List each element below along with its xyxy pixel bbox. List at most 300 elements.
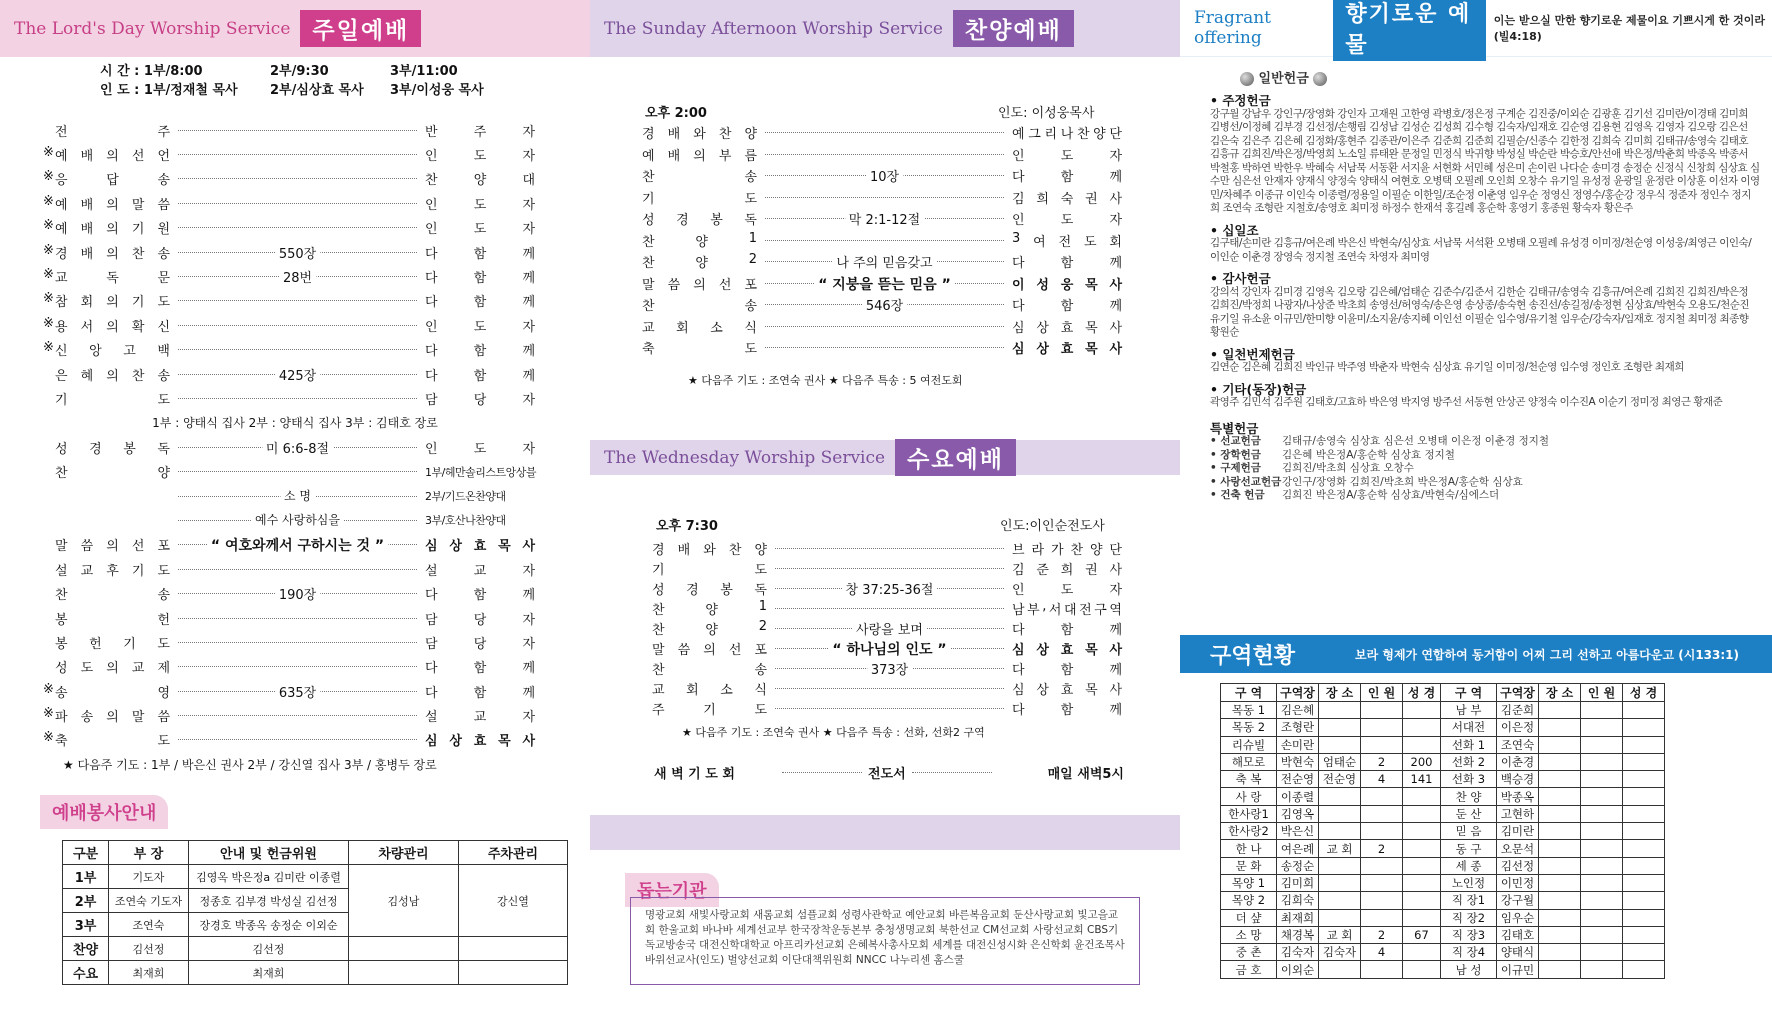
zone-cell	[1539, 719, 1581, 736]
special-offering-names: 강인구/장영화 김희진/박초희 박은정A/홍순학 심상효	[1282, 475, 1523, 488]
leader-dots	[765, 154, 1004, 155]
program-row	[642, 230, 1122, 252]
time-2: 2부/9:30	[270, 64, 329, 79]
item-name: 찬 양 1	[652, 598, 767, 618]
header-en: The Sunday Afternoon Worship Service	[604, 18, 943, 39]
zone-cell: 2	[1361, 753, 1403, 770]
dawn-prayer	[654, 763, 1124, 782]
zone-th: 구 역	[1221, 684, 1277, 702]
zone-cell: 믿 음	[1441, 823, 1497, 840]
cell: 기도자	[109, 865, 189, 889]
wednesday-service-header	[590, 440, 1180, 475]
zone-cell: 김태호	[1497, 926, 1539, 943]
program-row	[43, 167, 535, 191]
program-row	[652, 658, 1122, 678]
cell: 조연숙	[109, 913, 189, 937]
zone-header	[1180, 635, 1772, 673]
zone-cell	[1623, 823, 1665, 840]
zone-cell: 세 종	[1441, 857, 1497, 874]
zone-cell	[1403, 961, 1441, 978]
item-detail: “ 여호와께서 구하시는 것 ”	[207, 535, 388, 555]
zone-cell	[1539, 857, 1581, 874]
zone-th: 성 경	[1623, 684, 1665, 702]
item-leader: 다 함 께	[425, 271, 535, 287]
cell	[459, 961, 568, 985]
zone-cell	[1581, 857, 1623, 874]
program-row	[652, 618, 1122, 638]
zone-cell: 최재희	[1277, 909, 1319, 926]
program-row	[43, 289, 535, 313]
afternoon-service-column	[590, 0, 1180, 1011]
zone-cell	[1403, 892, 1441, 909]
zone-cell	[1361, 823, 1403, 840]
item-name: ※ 축 도	[43, 730, 170, 750]
leader-dots	[775, 548, 1004, 549]
item-name: 봉 헌 기 도	[55, 636, 170, 652]
zone-cell	[1539, 892, 1581, 909]
zone-cell: 교 회	[1319, 840, 1361, 857]
zone-cell: 더 샾	[1221, 909, 1277, 926]
zone-cell	[1623, 805, 1665, 822]
item-leader: 다 함 께	[1012, 170, 1122, 186]
offering-names: 김연순 김은혜 김희진 박인규 박주영 박춘자 박현숙 심상효 유기일 이미정/천순영 임수영 정인호 조형란 최재희	[1210, 361, 1684, 373]
zone-cell	[1539, 944, 1581, 961]
program-row	[55, 606, 535, 630]
zone-cell: 선화 1	[1441, 736, 1497, 753]
zone-th: 장 소	[1319, 684, 1361, 702]
item-detail: 미 6:6-8절	[262, 438, 333, 457]
zone-cell	[1581, 702, 1623, 719]
zone-cell	[1319, 909, 1361, 926]
item-name: 찬 양 2	[652, 618, 767, 638]
zone-cell	[1403, 736, 1441, 753]
header-ko: 수요예배	[895, 439, 1016, 476]
program-row	[652, 538, 1122, 558]
leader-dots	[178, 325, 417, 326]
leader-dots	[178, 178, 417, 179]
general-title: 일반헌금	[1258, 71, 1309, 87]
zone-cell	[1361, 909, 1403, 926]
zone-row	[1221, 944, 1665, 961]
leader-1: 인 도 : 1부/정재철 목사	[100, 83, 238, 98]
item-detail: 635장	[275, 682, 320, 701]
offering-names: 강의석 강인자 김미경 김영옥 김오랑 김은혜/엄태순 김준수/김준서 김한순 김태규/송영숙 김흥규/여은례 김희진 김희진/박은정 김희진/박정희 나광자/나상준 박초희 송영선/허영숙/송은영 송상종/송숙현 송진선/송길정/송정현 심상효/박현숙 오용도/천순진 유기일 유소윤 이규민/한미향 이윤미/소지윤/송지혜 이인선 이필순 임수영/유기철 임우순/강숙자/임재호 정지철 최미정 최종향 황원순	[1210, 285, 1749, 338]
zone-cell: 양태식	[1497, 944, 1539, 961]
th-parking: 주차관리	[459, 841, 568, 865]
zone-cell: 김미란	[1497, 823, 1539, 840]
leader-dots	[775, 608, 1004, 609]
program-row	[55, 533, 535, 557]
item-detail: 막 2:1-12절	[845, 209, 924, 228]
zone-cell: 동 구	[1441, 840, 1497, 857]
zone-cell	[1581, 926, 1623, 943]
special-offering-names: 김희진/박초희 심상효 오창수	[1282, 462, 1414, 474]
zone-cell: 임우순	[1497, 909, 1539, 926]
cell: 조연숙 기도자	[109, 889, 189, 913]
program-row	[55, 362, 535, 386]
program-row	[642, 122, 1122, 144]
zone-cell: 2	[1361, 926, 1403, 943]
item-name: 말 씀 의 선 포	[652, 642, 767, 658]
item-leader: 남 부 , 서 대 전 구 역	[1012, 598, 1122, 618]
zone-cell: 송정순	[1277, 857, 1319, 874]
item-leader: 다 함 께	[1012, 299, 1122, 315]
zone-row	[1221, 857, 1665, 874]
zone-cell	[1361, 702, 1403, 719]
wednesday-time: 오후 7:30	[656, 519, 718, 534]
zone-cell	[1539, 961, 1581, 978]
car-manager: 김성남	[349, 865, 459, 937]
leader-dots	[178, 715, 417, 716]
zone-cell: 김숙자	[1277, 944, 1319, 961]
offering-names: 김구태/손미란 김흥규/여은례 박은신 박현숙/심상효 서남묵 서석환 오병태 오필례 유성경 이미정/천순영 이성웅/최영근 이인숙/이인순 이춘경 장영숙 정지철 조연숙 차영자 최미영	[1210, 237, 1752, 263]
leader-dots	[178, 368, 417, 384]
zone-cell	[1623, 926, 1665, 943]
zone-cell	[1319, 892, 1361, 909]
zone-cell	[1361, 788, 1403, 805]
sunday-service-header	[0, 0, 590, 57]
zone-cell: 김미희	[1277, 874, 1319, 891]
leader-dots	[178, 588, 417, 604]
leader-dots	[765, 197, 1004, 198]
program-row	[55, 118, 535, 142]
item-detail: 나 주의 믿음갖고	[832, 252, 936, 271]
bullet-icon	[1313, 72, 1327, 86]
zone-cell	[1623, 944, 1665, 961]
item-detail: 사랑을 보며	[852, 619, 927, 638]
item-name: 전 주	[55, 124, 170, 140]
offering-verse: 이는 받으실 만한 향기로운 제물이요 기쁘시게 한 것이라 (빌4:18)	[1493, 14, 1765, 43]
program-row	[652, 678, 1122, 698]
zone-cell: 목양 2	[1221, 892, 1277, 909]
zone-cell	[1361, 892, 1403, 909]
zone-row	[1221, 892, 1665, 909]
item-leader: 다 함 께	[1012, 662, 1122, 678]
zone-cell: 둔 산	[1441, 805, 1497, 822]
cell: 최재희	[109, 961, 189, 985]
header-ko: 주일예배	[300, 10, 421, 47]
item-leader: 심 상 효 목 사	[425, 539, 535, 555]
zone-cell	[1539, 926, 1581, 943]
zone-cell	[1403, 874, 1441, 891]
zone-cell	[1319, 857, 1361, 874]
afternoon-time: 오후 2:00	[645, 106, 707, 121]
item-leader: 설 교 자	[425, 710, 535, 726]
zone-cell	[1581, 753, 1623, 770]
bullet-icon	[1240, 72, 1254, 86]
zone-cell: 4	[1361, 771, 1403, 788]
zone-cell: 200	[1403, 753, 1441, 770]
zone-cell	[1623, 702, 1665, 719]
zone-cell	[1361, 961, 1403, 978]
zone-cell: 한 나	[1221, 840, 1277, 857]
item-leader: 이 성 웅 목 사	[1012, 277, 1122, 293]
zone-cell	[1319, 719, 1361, 736]
time-label: 시 간 : 1부/8:00	[100, 64, 203, 79]
zone-cell	[1361, 736, 1403, 753]
program-row	[652, 638, 1122, 658]
cell: 정종호 김부경 박성실 김선정	[189, 889, 349, 913]
leader-dots	[765, 132, 1004, 133]
zone-cell	[1403, 823, 1441, 840]
zone-cell	[1539, 874, 1581, 891]
item-name: ※ 파 송 의 말 씀	[43, 706, 170, 726]
offering-names: 강구월 강남우 강인구/장영화 강인자 고재원 고한영 곽병호/정은정 구계순 김진중/이외순 김광훈 김기선 김미란/이경태 김미희 김병선/이정혜 김부경 김선정/손행림 김성남 김성순 김성희 김수형 김숙자/임재호 김순영 김용현 김영옥 김영자 김오랑 김은선 김은숙 김은주 김은혜 김정화/홍현주 김종관/이은주 김준희 김준희 김필순/신종수 김한정 김희숙 김미희 김태규/송영숙 김태호 김흥규 김희진/박은정/박영희 노소일 류태완 문정일 민정식 박귀향 박성실 박순란 박승호/안선애 박은정/박춘희 박종옥 박종서 박철홍 박하연 박한우 박혜숙 서남묵 서동환 서지윤 서현화 서민혜 성은미 손이린 나다순 송미경 송정순 신정식 신창희 심상효 심수만 심은선 안재자 양재식 양정숙 양태식 여현호 오병택 오필례 오인희 오창수 유기일 유성정 윤광일 윤정란 이상훈 이선자 이영민/차혜주 이종규 이인숙 이종렬/정용일 이필순 이한일/조순정 이춘영 임우순 정영신 정영수/홍순강 정우식 정준자 정인수 정지희 조연숙 조형란 지철호/송영호 최미정 하정수 한재석 홍길례 홍순학 홍영기 홍종원 황숙자 황은주	[1210, 107, 1760, 214]
item-name: 교 회 소 식	[652, 682, 767, 698]
zone-row	[1221, 823, 1665, 840]
item-leader: 다 함 께	[425, 661, 535, 677]
leader-dots	[178, 246, 417, 262]
item-name: 찬 양 1	[642, 230, 757, 250]
helper-text: 명광교회 새빛사랑교회 새롬교회 섬플교회 성령사관학교 예안교회 바른복음교회 둔산사랑교회 빛고을교회 한울교회 바나바 세계선교부 한국장착운동본부 충청생명교회 북한선교 CM선교회 사랑선교회 CBS기독교방송국 대전신학대학교 아프리카선교회 은혜복사총사모회 세계를 대전신성시화 은신학회 윤건조목사 바위선교사(인도) 벌양선교회 이단대책위원회 NNCC 나누리센 홈스쿨	[645, 909, 1125, 966]
zone-cell	[1581, 892, 1623, 909]
program-row	[55, 557, 535, 581]
item-name: 설 교 후 기 도	[55, 563, 170, 579]
zone-cell	[1361, 805, 1403, 822]
zone-table	[1220, 683, 1665, 979]
zone-cell	[1403, 909, 1441, 926]
zone-cell	[1623, 909, 1665, 926]
program-row	[642, 208, 1122, 230]
program-row	[55, 435, 535, 459]
cell: 김영옥 박은정a 김미란 이종렬	[189, 865, 349, 889]
leader-dots	[178, 203, 417, 204]
item-leader: 심 상 효 목 사	[1012, 682, 1122, 698]
zone-row	[1221, 909, 1665, 926]
leader-dots	[178, 349, 417, 350]
afternoon-leader: 인도: 이성웅목사	[998, 106, 1095, 121]
offering-lists	[1210, 68, 1760, 503]
dawn-label: 새 벽 기 도 회	[654, 767, 735, 782]
item-leader: 다 함 께	[1012, 256, 1122, 272]
item-name: ※ 응 답 송	[43, 169, 170, 189]
item-leader: 다 함 께	[425, 685, 535, 701]
program-row	[642, 294, 1122, 316]
special-offering-names: 김은혜 박은정A/홍순학 심상효 정지철	[1282, 448, 1455, 461]
cell: 찬양	[63, 937, 109, 961]
item-detail: 425장	[275, 365, 320, 384]
header-ko: 찬양예배	[953, 10, 1074, 47]
leader-dots	[178, 569, 417, 570]
item-name: 찬 양 2	[642, 252, 757, 272]
leader-dots	[178, 618, 417, 619]
zone-th: 성 경	[1403, 684, 1441, 702]
program-row	[55, 581, 535, 605]
zone-cell	[1581, 840, 1623, 857]
program-row	[43, 216, 535, 240]
leader-dots	[775, 568, 1004, 569]
helper-orgs	[630, 897, 1140, 985]
item-leader: 다 함 께	[425, 344, 535, 360]
program-row	[642, 187, 1122, 209]
th-head: 부 장	[109, 841, 189, 865]
zone-cell	[1539, 788, 1581, 805]
item-leader: 브 라 가 찬 양 단	[1012, 542, 1122, 558]
zone-cell: 목양 1	[1221, 874, 1277, 891]
item-name: 성 경 봉 독	[652, 582, 767, 598]
leader-dots	[178, 300, 417, 301]
zone-th: 인 원	[1361, 684, 1403, 702]
item-name: ※ 송 영	[43, 681, 170, 701]
special-offering-row	[1210, 489, 1760, 503]
zone-cell: 이민정	[1497, 874, 1539, 891]
zone-cell	[1361, 719, 1403, 736]
zone-row	[1221, 771, 1665, 788]
leader-dots	[178, 538, 417, 555]
th-usher: 안내 및 헌금위원	[189, 841, 349, 865]
item-leader: 3부/호산나찬양대	[425, 514, 506, 528]
zone-cell: 이춘경	[1497, 753, 1539, 770]
leader-2: 2부/심상효 목사	[270, 83, 364, 98]
item-detail: “ 하나님의 인도 ”	[828, 639, 950, 659]
zone-cell: 한사랑1	[1221, 805, 1277, 822]
zone-row	[1221, 840, 1665, 857]
zone-cell: 교 회	[1319, 926, 1361, 943]
item-leader: 심 상 효 목 사	[425, 734, 535, 750]
zone-cell	[1623, 857, 1665, 874]
zone-row	[1221, 753, 1665, 770]
zone-cell	[1539, 753, 1581, 770]
zone-cell: 박종옥	[1497, 788, 1539, 805]
special-offering-names: 김희진 박은정A/홍순학 심상효/박현숙/심에스더	[1282, 489, 1500, 501]
leader-dots	[178, 739, 417, 740]
zone-cell: 한사랑2	[1221, 823, 1277, 840]
zone-cell	[1581, 771, 1623, 788]
leader-dots	[775, 641, 1004, 658]
zone-cell	[1623, 719, 1665, 736]
choir-row	[55, 484, 535, 508]
item-leader: 찬 양 대	[425, 173, 535, 189]
zone-cell: 리슈빌	[1221, 736, 1277, 753]
zone-cell: 조연숙	[1497, 736, 1539, 753]
zone-cell	[1403, 805, 1441, 822]
zone-cell: 이종렬	[1277, 788, 1319, 805]
zone-cell: 김준희	[1497, 702, 1539, 719]
item-leader: 담 당 자	[425, 636, 535, 652]
dawn-time: 매일 새벽5시	[1047, 767, 1124, 782]
leader-dots	[178, 685, 417, 701]
header-en: The Lord's Day Worship Service	[14, 18, 291, 39]
zone-cell: 전순영	[1319, 771, 1361, 788]
header-en: Fragrant offering	[1194, 8, 1271, 48]
item-leader: 3 여 전 도 회	[1012, 230, 1122, 250]
program-row	[43, 679, 535, 703]
leader-dots	[178, 642, 417, 643]
zone-cell: 노인정	[1441, 874, 1497, 891]
cell	[349, 961, 459, 985]
afternoon-program	[642, 122, 1122, 359]
general-title-row	[1240, 72, 1760, 86]
program-row	[55, 459, 535, 483]
leader-dots	[775, 622, 1004, 638]
afternoon-service-header	[590, 0, 1180, 57]
zone-cell	[1581, 874, 1623, 891]
prayer-note: 1부 : 양태식 집사 2부 : 양태식 집사 3부 : 김태호 장로	[152, 416, 438, 431]
offering-section-title: • 십일조	[1210, 222, 1259, 238]
zone-cell	[1319, 823, 1361, 840]
th-car: 차량관리	[349, 841, 459, 865]
item-detail: 28번	[279, 267, 316, 286]
zone-cell	[1319, 736, 1361, 753]
leader-dots	[765, 170, 1004, 186]
zone-cell: 백승경	[1497, 771, 1539, 788]
item-leader: 인 도 자	[425, 222, 535, 238]
th-category: 구분	[63, 841, 109, 865]
offering-section-title: • 기타(동장)헌금	[1210, 381, 1307, 397]
cell: 수요	[63, 961, 109, 985]
offering-header	[1180, 0, 1772, 57]
zone-cell	[1403, 788, 1441, 805]
zone-cell	[1403, 857, 1441, 874]
zone-cell	[1623, 892, 1665, 909]
special-offering-label: • 구제헌금	[1210, 462, 1261, 474]
program-row	[43, 264, 535, 288]
program-row	[43, 728, 535, 752]
leader-dots	[178, 227, 417, 228]
program-row	[55, 630, 535, 654]
leader-3: 3부/이성웅 목사	[390, 83, 484, 98]
zone-cell: 직 장4	[1441, 944, 1497, 961]
program-row	[642, 273, 1122, 295]
offering-column	[1180, 0, 1772, 1011]
zone-th: 구 역	[1441, 684, 1497, 702]
zone-th: 구역장	[1277, 684, 1319, 702]
leader-dots	[178, 154, 417, 155]
item-leader: 심 상 효 목 사	[1012, 642, 1122, 658]
sunday-service-column	[0, 0, 590, 1011]
zone-row	[1221, 926, 1665, 943]
item-detail: 예수 사랑하심을	[251, 511, 344, 528]
offering-section-title: • 감사헌금	[1210, 271, 1271, 286]
program-row	[652, 578, 1122, 598]
zone-cell: 이외순	[1277, 961, 1319, 978]
item-leader: 다 함 께	[1012, 622, 1122, 638]
zone-th: 구역장	[1497, 684, 1539, 702]
item-leader: 1부/헤만솔리스트앙상블	[425, 465, 536, 479]
leader-dots	[765, 256, 1004, 272]
zone-cell: 박은신	[1277, 823, 1319, 840]
zone-cell: 소 망	[1221, 926, 1277, 943]
lavender-band	[590, 815, 1180, 850]
cell	[459, 937, 568, 961]
zone-cell	[1581, 944, 1623, 961]
special-offerings	[1210, 435, 1760, 503]
leader-dots	[775, 582, 1004, 598]
zone-row	[1221, 719, 1665, 736]
cell: 2부	[63, 889, 109, 913]
item-name: 주 기 도	[652, 702, 767, 718]
time-3: 3부/11:00	[390, 64, 458, 79]
zone-cell: 이은정	[1497, 719, 1539, 736]
item-name: 성 도 의 교 제	[55, 661, 170, 677]
item-name: 기 도	[642, 191, 757, 207]
zone-cell: 축 복	[1221, 771, 1277, 788]
leader-dots	[765, 213, 1004, 229]
item-name: ※ 참 회 의 기 도	[43, 291, 170, 311]
leader-dots	[178, 666, 417, 667]
zone-cell	[1581, 805, 1623, 822]
leader-dots	[178, 271, 417, 287]
zone-row	[1221, 702, 1665, 719]
zone-cell: 직 장1	[1441, 892, 1497, 909]
zone-cell: 선화 3	[1441, 771, 1497, 788]
cell: 최재희	[189, 961, 349, 985]
item-leader: 인 도 자	[1012, 148, 1122, 164]
item-leader: 담 당 자	[425, 612, 535, 628]
item-leader: 예 그 리 나 찬 양 단	[1012, 127, 1122, 143]
zone-cell: 전순영	[1277, 771, 1319, 788]
item-leader: 반 주 자	[425, 124, 535, 140]
